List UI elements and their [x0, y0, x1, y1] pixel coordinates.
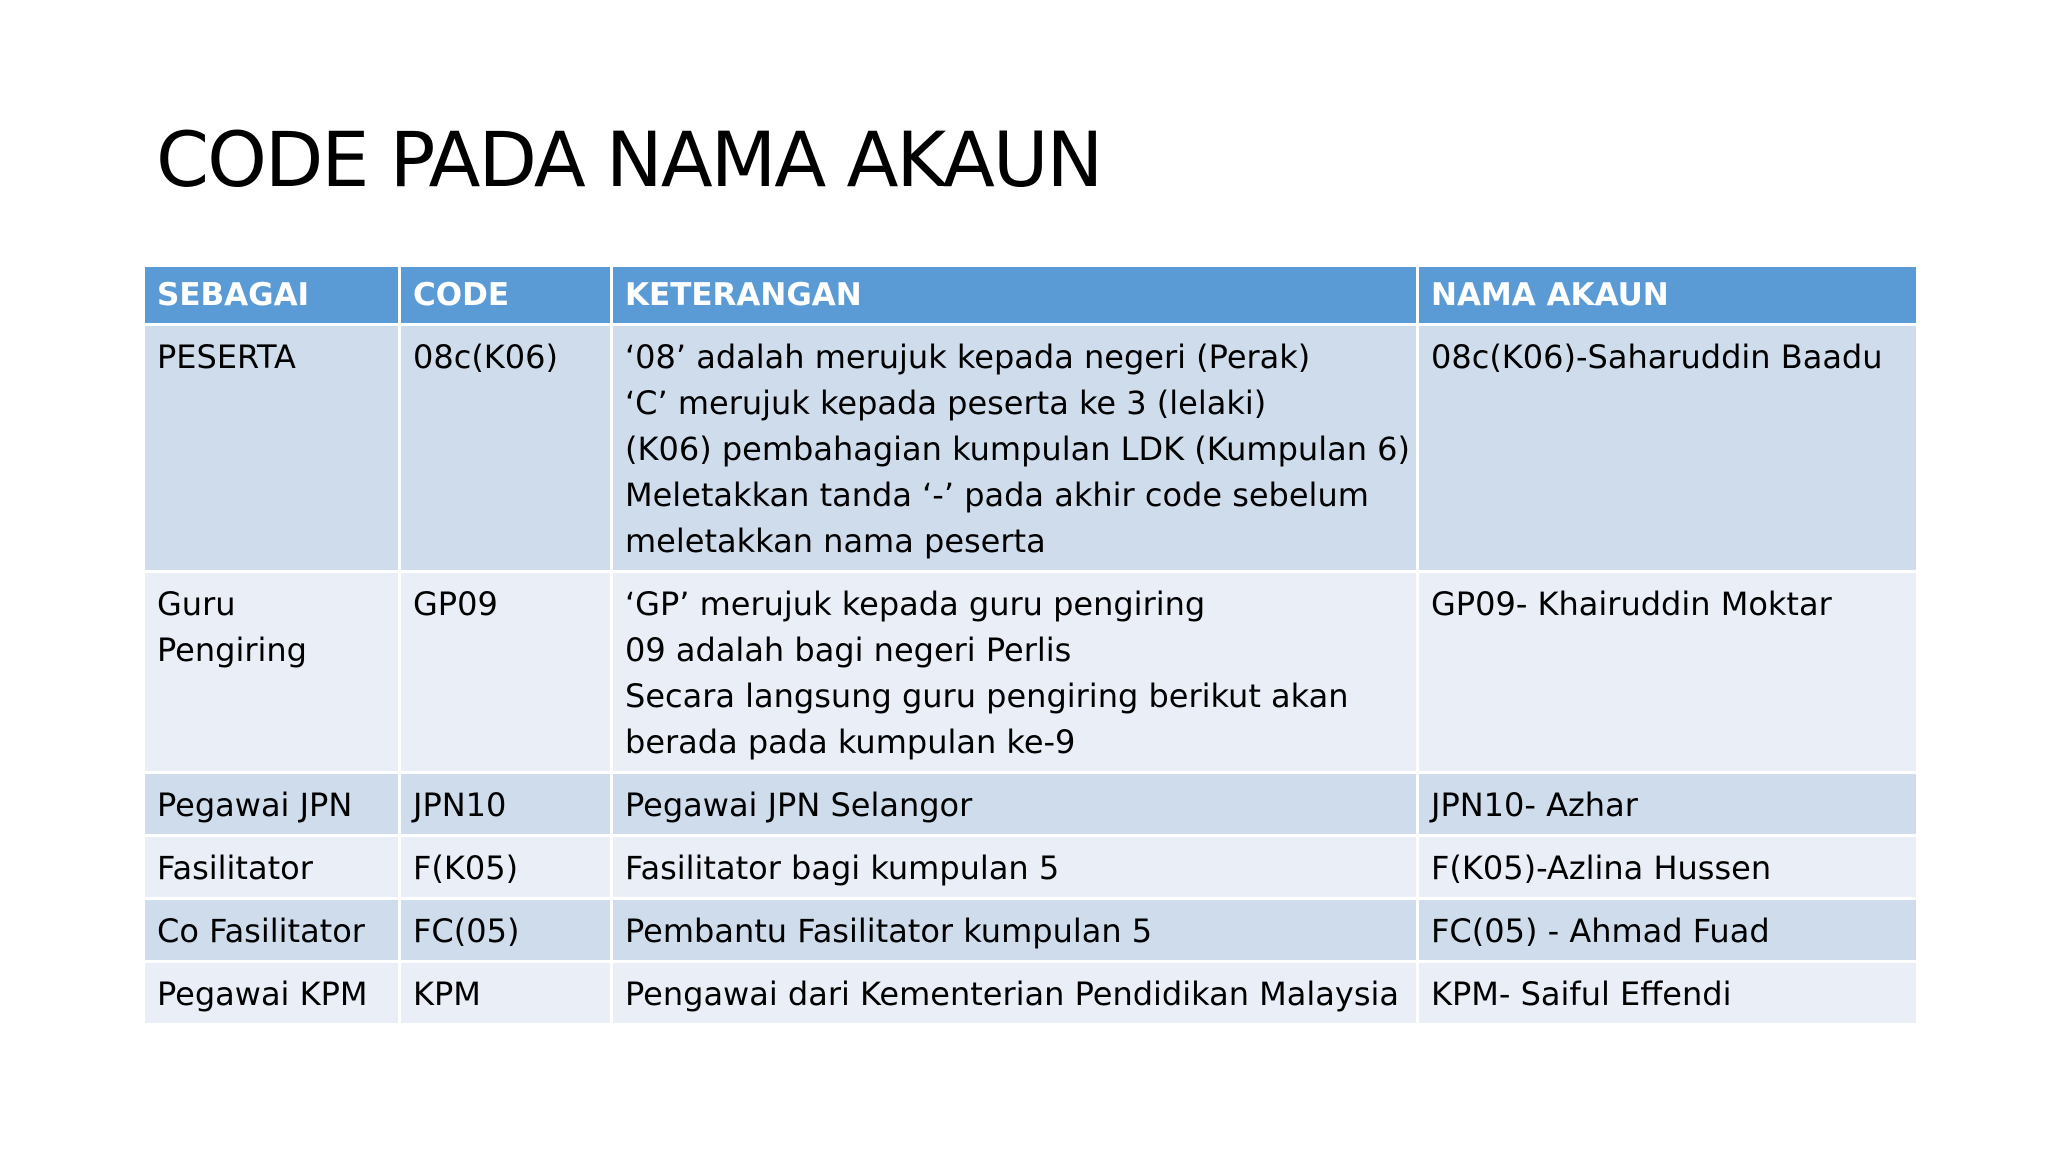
- cell-nama-akaun: [1418, 572, 1918, 773]
- header-sebagai: SEBAGAI: [144, 266, 400, 325]
- cell-sebagai: [144, 325, 400, 572]
- cell-keterangan: [612, 899, 1418, 962]
- sebagai-text: Guru Pengiring: [157, 585, 307, 669]
- cell-keterangan: [612, 572, 1418, 773]
- nama-akaun-text: JPN10- Azhar: [1431, 786, 1638, 824]
- cell-keterangan: [612, 836, 1418, 899]
- nama-akaun-text: 08c(K06)-Saharuddin Baadu: [1431, 338, 1883, 376]
- sebagai-text: Pegawai JPN: [157, 786, 353, 824]
- cell-sebagai: [144, 773, 400, 836]
- cell-code: [400, 899, 612, 962]
- code-text: 08c(K06): [413, 338, 558, 376]
- cell-nama-akaun: [1418, 899, 1918, 962]
- table-row: [144, 572, 1918, 773]
- sebagai-text: Co Fasilitator: [157, 912, 365, 950]
- cell-sebagai: [144, 899, 400, 962]
- sebagai-text: PESERTA: [157, 338, 296, 376]
- cell-code: [400, 962, 612, 1025]
- sebagai-text: Fasilitator: [157, 849, 313, 887]
- code-text: F(K05): [413, 849, 519, 887]
- keterangan-line: (K06) pembahagian kumpulan LDK (Kumpulan 6): [625, 430, 1410, 468]
- table-row: [144, 899, 1918, 962]
- table-row: [144, 773, 1918, 836]
- code-text: KPM: [413, 975, 481, 1013]
- cell-sebagai: [144, 836, 400, 899]
- table-row: [144, 325, 1918, 572]
- keterangan-line: Secara langsung guru pengiring berikut akan: [625, 677, 1349, 715]
- sebagai-text: Pegawai KPM: [157, 975, 368, 1013]
- keterangan-line: Meletakkan tanda ‘-’ pada akhir code sebelum: [625, 476, 1369, 514]
- cell-sebagai: [144, 572, 400, 773]
- keterangan-line: ‘C’ merujuk kepada peserta ke 3 (lelaki): [625, 384, 1267, 422]
- cell-keterangan: [612, 773, 1418, 836]
- table-row: [144, 962, 1918, 1025]
- code-text: GP09: [413, 585, 498, 623]
- cell-code: [400, 836, 612, 899]
- keterangan-line: meletakkan nama peserta: [625, 522, 1046, 560]
- table-row: [144, 836, 1918, 899]
- cell-code: [400, 572, 612, 773]
- keterangan-line: berada pada kumpulan ke-9: [625, 723, 1076, 761]
- cell-keterangan: [612, 962, 1418, 1025]
- cell-keterangan: [612, 325, 1418, 572]
- cell-sebagai: [144, 962, 400, 1025]
- cell-code: [400, 325, 612, 572]
- keterangan-line: Pegawai JPN Selangor: [625, 786, 973, 824]
- cell-nama-akaun: [1418, 836, 1918, 899]
- header-keterangan: KETERANGAN: [612, 266, 1418, 325]
- keterangan-line: Pengawai dari Kementerian Pendidikan Malaysia: [625, 975, 1399, 1013]
- keterangan-line: Fasilitator bagi kumpulan 5: [625, 849, 1060, 887]
- cell-nama-akaun: [1418, 773, 1918, 836]
- header-nama-akaun: NAMA AKAUN: [1418, 266, 1918, 325]
- keterangan-line: ‘08’ adalah merujuk kepada negeri (Perak): [625, 338, 1311, 376]
- nama-akaun-text: KPM- Saiful Effendi: [1431, 975, 1732, 1013]
- nama-akaun-text: GP09- Khairuddin Moktar: [1431, 585, 1832, 623]
- keterangan-line: 09 adalah bagi negeri Perlis: [625, 631, 1072, 669]
- table-header-row: [144, 266, 1918, 325]
- nama-akaun-text: F(K05)-Azlina Hussen: [1431, 849, 1772, 887]
- cell-code: [400, 773, 612, 836]
- slide-title: CODE PADA NAMA AKAUN: [156, 115, 1102, 204]
- keterangan-line: ‘GP’ merujuk kepada guru pengiring: [625, 585, 1206, 623]
- code-text: JPN10: [413, 786, 507, 824]
- cell-nama-akaun: [1418, 325, 1918, 572]
- code-table: [142, 264, 1919, 1026]
- nama-akaun-text: FC(05) - Ahmad Fuad: [1431, 912, 1770, 950]
- code-text: FC(05): [413, 912, 520, 950]
- header-code: CODE: [400, 266, 612, 325]
- keterangan-line: Pembantu Fasilitator kumpulan 5: [625, 912, 1153, 950]
- cell-nama-akaun: [1418, 962, 1918, 1025]
